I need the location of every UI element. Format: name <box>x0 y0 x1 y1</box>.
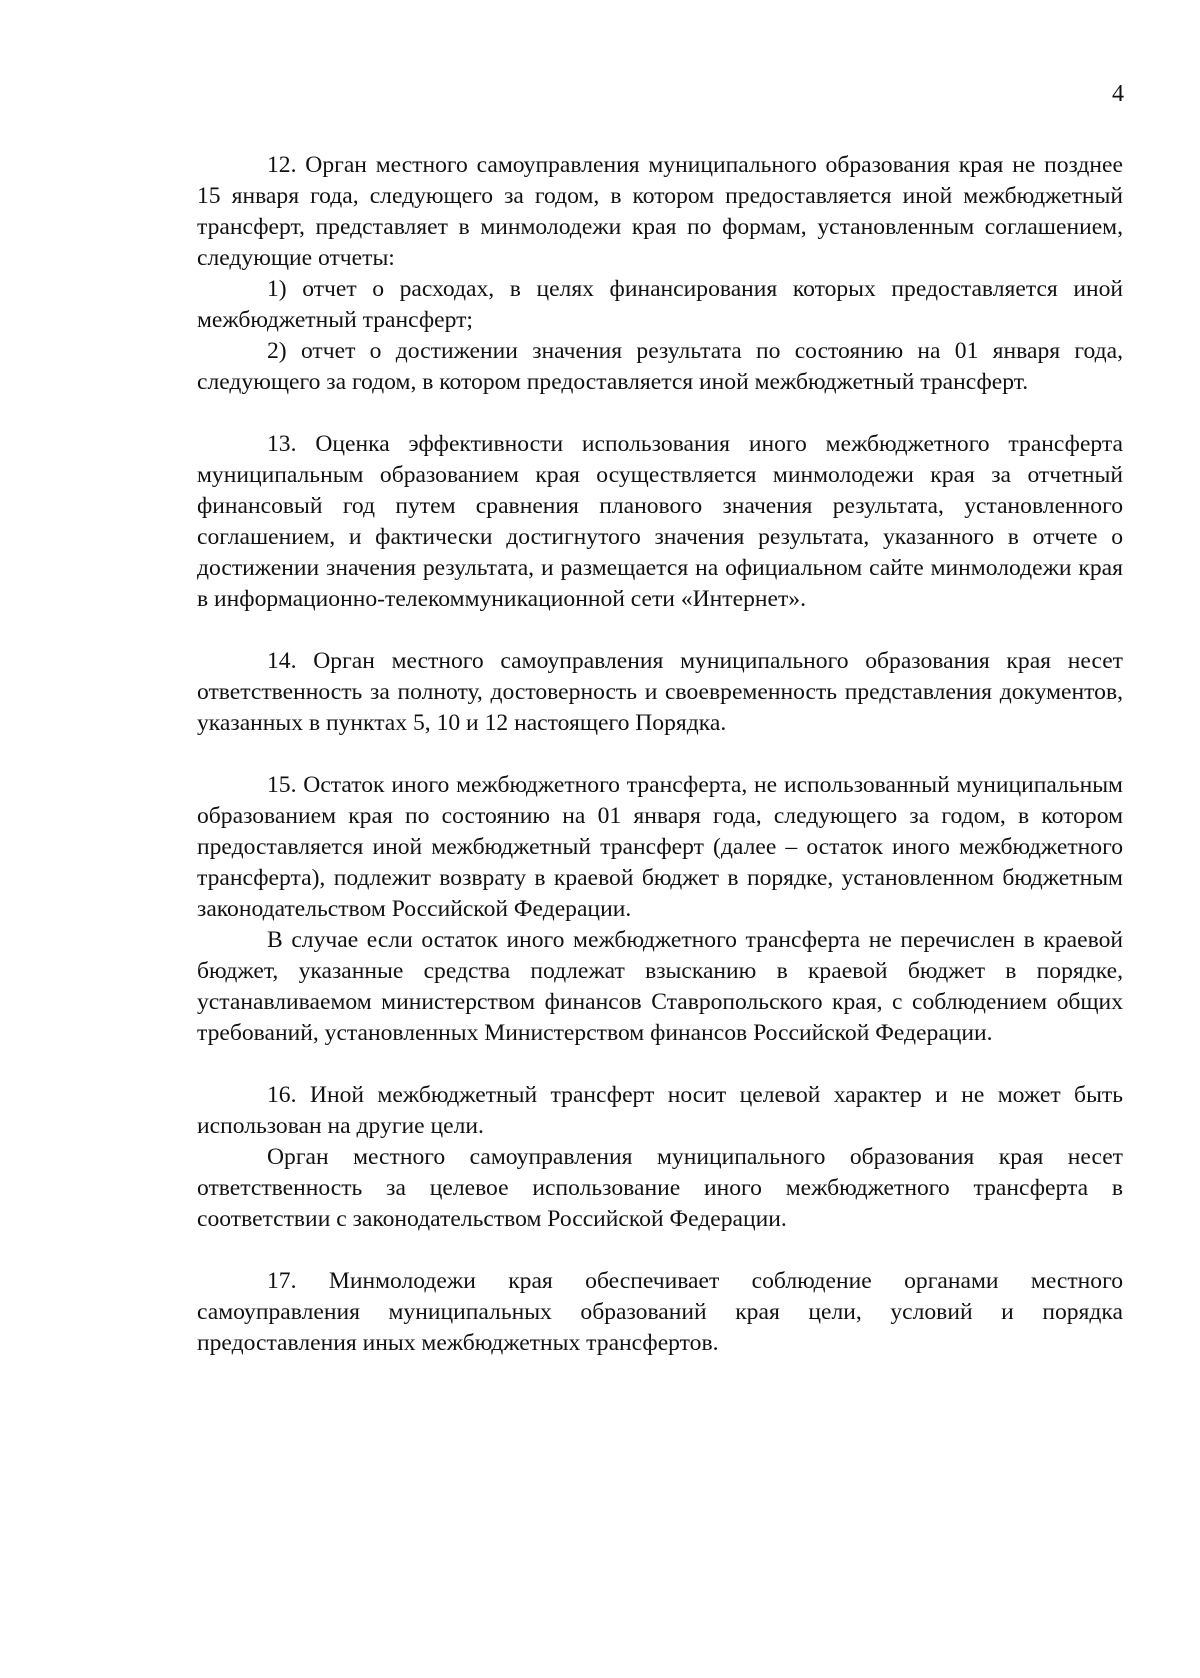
paragraph-15: 15. Остаток иного межбюджетного трансферта, не использованный муниципальным образованием края по состоянию на 01 января года, следующего за годом, в котором предоставляется иной межбюджетный трансферт (далее – остаток иного межбюджетного трансферта), подлежит возврату в краевой бюджет в порядке, установленном бюджетным законодательством Российской Федерации. <box>197 772 1123 922</box>
paragraph-16-continuation: Орган местного самоуправления муниципального образования края несет ответственность за целевое использование иного межбюджетного трансферта в соответствии с законодательством Российской Федерации. <box>197 1144 1123 1232</box>
paragraph-17: 17. Минмолодежи края обеспечивает соблюдение органами местного самоуправления муниципальных образований края цели, условий и порядка предоставления иных межбюджетных трансфертов. <box>197 1268 1123 1356</box>
paragraph-15-continuation: В случае если остаток иного межбюджетного трансферта не перечислен в краевой бюджет, указанные средства подлежат взысканию в краевой бюджет в порядке, устанавливаемом министерством финансов Ставропольского края, с соблюдением общих требований, установленных Министерством финансов Российской Федерации. <box>197 927 1123 1046</box>
paragraph-12-item-1: 1) отчет о расходах, в целях финансирования которых предоставляется иной межбюджетный трансферт; <box>197 276 1123 333</box>
page-number: 4 <box>1112 81 1124 107</box>
document-body <box>197 150 1123 1359</box>
paragraph-13: 13. Оценка эффективности использования иного межбюджетного трансферта муниципальным образованием края осуществляется минмолодежи края за отчетный финансовый год путем сравнения планового значения результата, установленного соглашением, и фактически достигнутого значения результата, указанного в отчете о достижении значения результата, и размещается на официальном сайте минмолодежи края в информационно-телекоммуникационной сети «Интернет». <box>197 431 1123 612</box>
paragraph-14: 14. Орган местного самоуправления муниципального образования края несет ответственность за полноту, достоверность и своевременность представления документов, указанных в пунктах 5, 10 и 12 настоящего Порядка. <box>197 648 1123 736</box>
paragraph-12-item-2: 2) отчет о достижении значения результата по состоянию на 01 января года, следующего за годом, в котором предоставляется иной межбюджетный трансферт. <box>197 338 1123 395</box>
paragraph-12: 12. Орган местного самоуправления муниципального образования края не позднее 15 января года, следующего за годом, в котором предоставляется иной межбюджетный трансферт, представляет в минмолодежи края по формам, установленным соглашением, следующие отчеты: <box>197 152 1123 271</box>
paragraph-16: 16. Иной межбюджетный трансферт носит целевой характер и не может быть использован на другие цели. <box>197 1082 1123 1139</box>
